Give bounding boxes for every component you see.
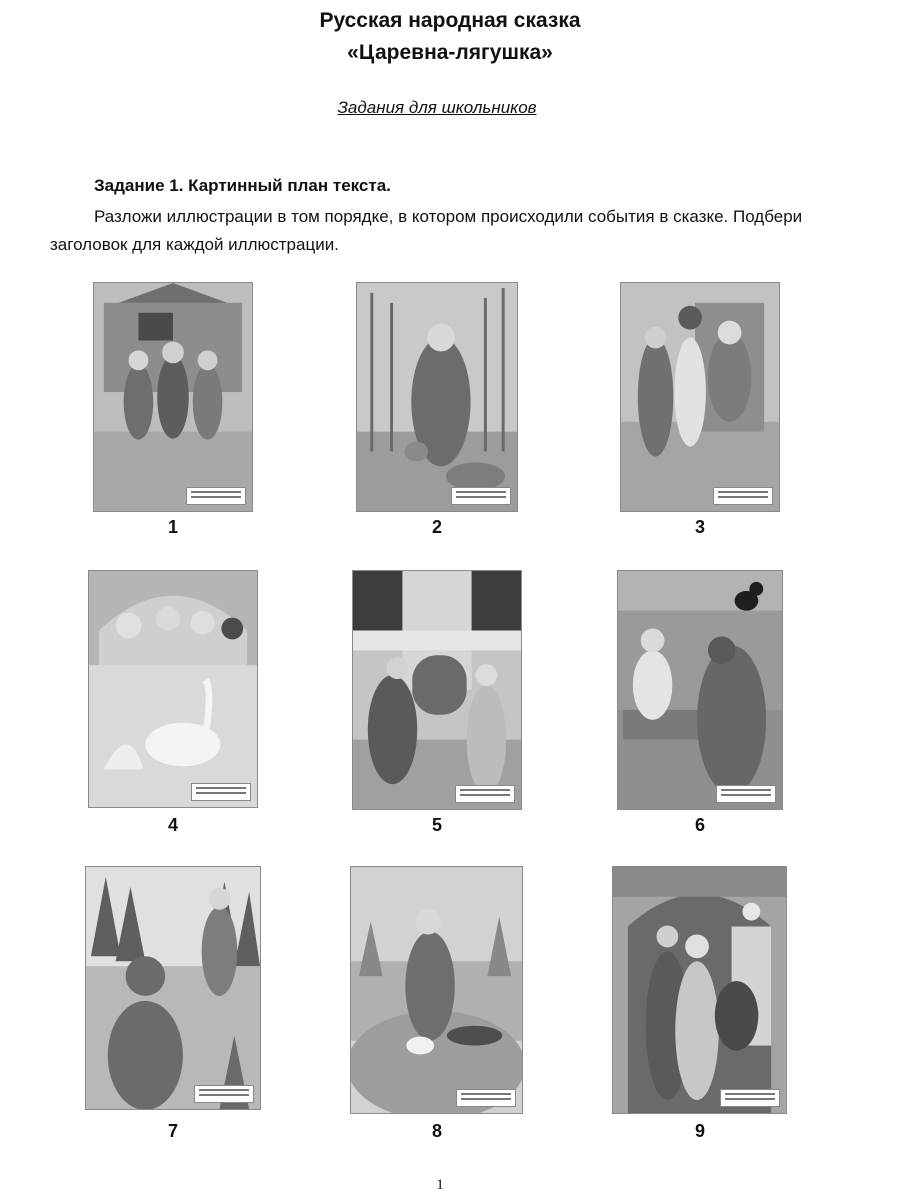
illustration-number: 7: [167, 1121, 178, 1141]
illustration-number: 4: [167, 815, 178, 835]
illustration-number: 9: [694, 1121, 705, 1141]
illustration-3: [620, 282, 780, 512]
illustration-2: [356, 282, 518, 512]
caption-box: [455, 785, 515, 803]
illustration-number: 5: [431, 815, 442, 835]
illustration-8: [350, 866, 523, 1114]
caption-box: [191, 783, 251, 801]
illustration-9: [612, 866, 787, 1114]
caption-box: [451, 487, 511, 505]
caption-box: [720, 1089, 780, 1107]
illustration-5: [352, 570, 522, 810]
illustration-number: 6: [694, 815, 705, 835]
task-text: Разложи иллюстрации в том порядке, в котором происходили события в сказке. Подбери заголовок для каждой иллюстрации.: [50, 207, 803, 254]
subtitle: Задания для школьников: [337, 98, 537, 117]
page-number: 1: [436, 1177, 444, 1193]
caption-box: [716, 785, 776, 803]
illustration-7: [85, 866, 261, 1110]
illustration-4: [88, 570, 258, 808]
caption-box: [456, 1089, 516, 1107]
illustration-6: [617, 570, 783, 810]
task-heading: Задание 1. Картинный план текста.: [94, 176, 391, 195]
illustration-1: [93, 282, 253, 512]
caption-box: [713, 487, 773, 505]
caption-box: [186, 487, 246, 505]
illustration-number: 3: [694, 517, 705, 537]
title-line-1: Русская народная сказка: [319, 9, 581, 32]
illustration-number: 8: [431, 1121, 442, 1141]
illustration-number: 2: [431, 517, 442, 537]
illustration-number: 1: [167, 517, 178, 537]
title-line-2: «Царевна-лягушка»: [347, 41, 553, 64]
caption-box: [194, 1085, 254, 1103]
